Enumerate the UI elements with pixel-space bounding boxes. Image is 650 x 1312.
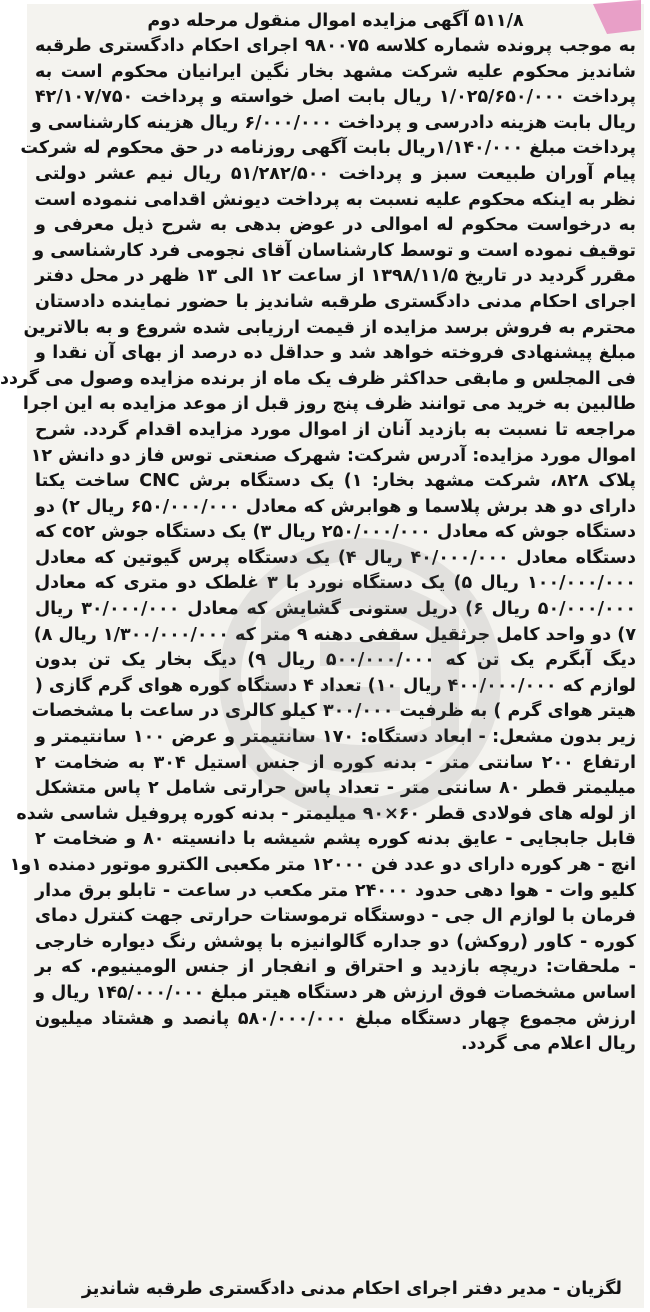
- notice-line: مراجعه تا نسبت به بازدید آنان از اموال مورد مزایده اقدام گردد. شرح: [35, 419, 636, 440]
- notice-line: فی المجلس و مابقی حداکثر ظرف یک ماه از برنده مزایده وصول می گردد: [0, 368, 636, 389]
- notice-line: لوازم که ۴۰۰/۰۰۰/۰۰۰ ریال ۱۰) تعداد ۴ دستگاه کوره هوای گرم گازی (: [34, 675, 636, 696]
- notice-line: نظر به اینکه محکوم علیه نسبت به پرداخت دیونش اقدامی ننموده است: [34, 189, 636, 210]
- notice-line: دستگاه معادل ۴۰/۰۰۰/۰۰۰ ریال ۴) یک دستگاه پرس گیوتین که معادل: [35, 547, 637, 568]
- notice-line: فرمان با لوازم ال جی - دوستگاه ترموستات حرارتی جهت کنترل دمای: [35, 906, 636, 927]
- notice-body: [0, 34, 637, 1058]
- notice-line: هیتر هوای گرم ) به ظرفیت ۳۰۰/۰۰۰ کیلو کالری در ساعت با مشخصات: [31, 701, 636, 722]
- notice-line: اموال مورد مزایده: آدرس شرکت: شهرک صنعتی توس فاز دو دانش ۱۲: [30, 445, 636, 466]
- notice-line: کوره - کاور (روکش) دو جداره گالوانیزه با پوشش رنگ دیواره خارجی: [35, 931, 636, 952]
- notice-line: اساس مشخصات فوق ارزش هر دستگاه هیتر مبلغ ۱۴۵/۰۰۰/۰۰۰ ریال و: [34, 982, 636, 1003]
- notice-line: قابل جابجایی - عایق بدنه کوره پشم شیشه با دانسیته ۸۰ و ضخامت ۲: [35, 829, 637, 850]
- notice-line: پرداخت ۱/۰۲۵/۶۵۰/۰۰۰ ریال بابت اصل خواسته و پرداخت ۴۲/۱۰۷/۷۵۰: [35, 87, 636, 108]
- notice-line: دیگ آبگرم یک تن که ۵۰۰/۰۰۰/۰۰۰ ریال ۹) دیگ بخار یک تن بدون: [35, 650, 636, 671]
- notice-line: پیام آوران طبیعت سبز و پرداخت ۵۱/۲۸۲/۵۰۰ ریال نیم عشر دولتی: [35, 163, 637, 184]
- notice-line: شاندیز محکوم علیه شرکت مشهد بخار نگین ایرانیان محکوم است به: [35, 61, 636, 82]
- notice-line: پلاک ۸۲۸، شرکت مشهد بخار: ۱) یک دستگاه برش CNC ساخت یکتا: [35, 471, 636, 492]
- notice-line: محترم به فروش برسد مزایده از قیمت ارزیابی شده شروع و به بالاترین: [23, 317, 636, 338]
- notice-clipping: [0, 4, 644, 1308]
- notice-line: به درخواست محکوم له اموالی در عوض بدهی به شرح ذیل معرفی و: [35, 215, 636, 236]
- notice-line: مبلغ پیشنهادی فروخته خواهد شد و حداقل ده درصد از بهای آن نقدا و: [35, 343, 636, 364]
- notice-line: ارزش مجموع چهار دستگاه مبلغ ۵۸۰/۰۰۰/۰۰۰ پانصد و هشتاد میلیون: [35, 1008, 636, 1029]
- notice-line: ریال اعلام می گردد.: [461, 1034, 636, 1055]
- notice-line: ۱۰۰/۰۰۰/۰۰۰ ریال ۵) یک دستگاه نورد با ۳ غلطک دو متری که معادل: [35, 573, 636, 594]
- notice-line: میلیمتر قطر ۸۰ سانتی متر - تعداد پاس حرارتی شامل ۲ پاس متشکل: [35, 778, 637, 799]
- notice-line: دارای دو هد برش پلاسما و هوابرش که معادل ۶۵۰/۰۰۰/۰۰۰ ریال ۲) دو: [35, 496, 636, 517]
- notice-line: ۵۰/۰۰۰/۰۰۰ ریال ۶) دریل ستونی گشایش که معادل ۳۰/۰۰۰/۰۰۰ ریال: [35, 599, 636, 620]
- notice-line: ریال بابت هزینه دادرسی و پرداخت ۶/۰۰۰/۰۰۰ ریال هزینه کارشناسی و: [30, 112, 636, 133]
- notice-line: طالبین به خرید می توانند ظرف پنج روز قبل از موعد مزایده به این اجرا: [22, 394, 636, 415]
- notice-line: کلیو وات - هوا دهی حدود ۲۴۰۰۰ متر مکعب در ساعت - تابلو برق مدار: [35, 880, 637, 901]
- notice-line: اجرای احکام مدنی دادگستری طرقبه شاندیز با حضور نماینده دادستان: [35, 291, 636, 312]
- notice-title: ۵۱۱/۸ آگهی مزایده اموال منقول مرحله دوم: [147, 11, 524, 31]
- notice-line: از لوله های فولادی قطر ۶۰×۹۰ میلیمتر - بدنه کوره پروفیل شاسی شده: [16, 803, 636, 824]
- notice-line: ارتفاع ۲۰۰ سانتی متر - بدنه کوره از جنس استیل ۳۰۴ به ضخامت ۲: [35, 752, 637, 773]
- notice-line: زیر بدون مشعل: - ابعاد دستگاه: ۱۷۰ سانتیمتر و عرض ۱۰۰ سانتیمتر و: [35, 727, 636, 748]
- notice-line: ۷) دو واحد کامل جرثقیل سقفی دهنه ۹ متر که ۱/۳۰۰/۰۰۰/۰۰۰ ریال ۸): [33, 624, 636, 645]
- notice-line: به موجب پرونده شماره کلاسه ۹۸۰۰۷۵ اجرای احکام دادگستری طرقبه: [35, 36, 636, 56]
- notice-line: انچ - هر کوره دارای دو عدد فن ۱۲۰۰۰ متر مکعبی الکترو موتور دمنده ۱و۱: [9, 855, 636, 875]
- notice-line: پرداخت مبلغ ۱/۱۴۰/۰۰۰ریال بابت آگهی روزنامه در حق محکوم له شرکت: [20, 138, 636, 159]
- notice-signature: لگزیان - مدیر دفتر اجرای احکام مدنی دادگستری طرقبه شاندیز: [81, 1279, 622, 1299]
- notice-line: مقرر گردید در تاریخ ۱۳۹۸/۱۱/۵ از ساعت ۱۲ الی ۱۳ ظهر در محل دفتر: [35, 266, 636, 287]
- notice-line: توقیف نموده است و توسط کارشناسان آقای نجومی فرد کارشناسی و: [33, 240, 636, 261]
- notice-line: - ملحقات: دریچه بازدید و احتراق و انفجار از جنس الومینیوم. که بر: [35, 957, 636, 978]
- notice-line: دستگاه جوش که معادل ۲۵۰/۰۰۰/۰۰۰ ریال ۳) یک دستگاه جوش co۲ که: [35, 522, 636, 543]
